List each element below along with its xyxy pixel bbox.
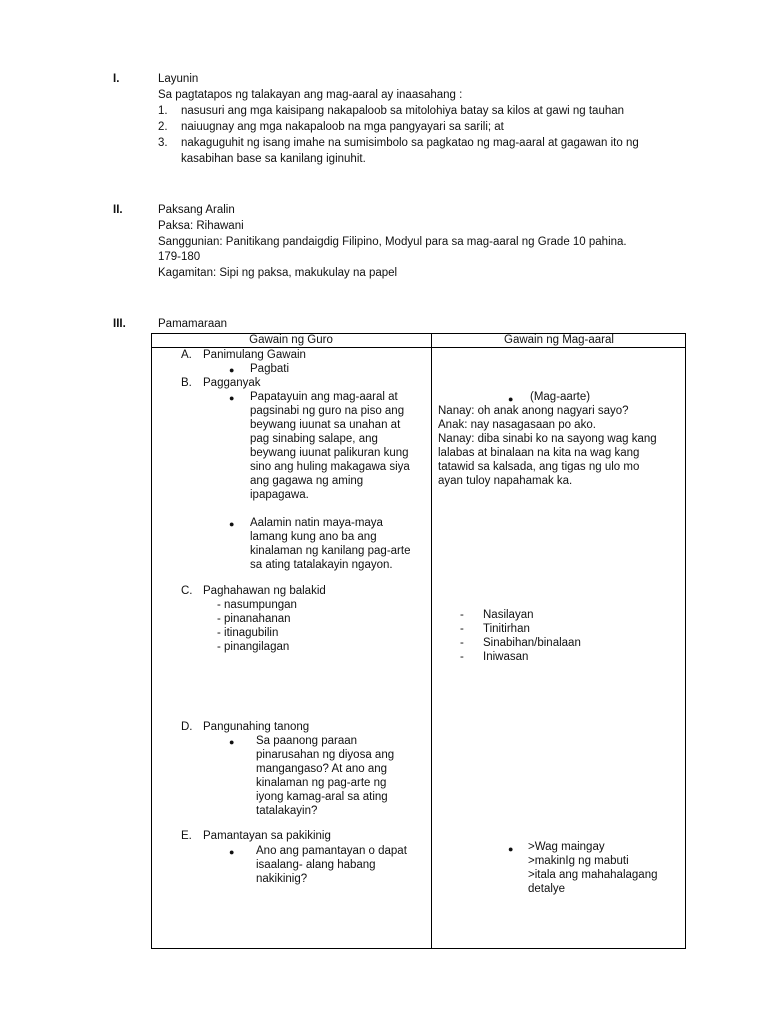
step-d-letter: D. xyxy=(181,721,193,733)
step-d-bullet-line: iyong kamag-aral sa ating xyxy=(256,791,388,803)
step-d-bullet-line: Sa paanong paraan xyxy=(256,735,358,747)
magaaral-b-bullet: (Mag-aarte) xyxy=(530,391,591,403)
step-c-letter: C. xyxy=(181,585,193,597)
section-3-numeral: III. xyxy=(113,318,126,330)
dialogue-line: ayan tuloy napahamak ka. xyxy=(438,475,573,487)
step-c-item: - nasumpungan xyxy=(217,599,297,611)
step-b-bullet1-line: Papatayuin ang mag-aaral at xyxy=(250,391,398,403)
step-b-bullet2-line: lamang kung ano ba ang xyxy=(250,531,377,543)
objective-3-text: nakaguguhit ng isang imahe na sumisimbolo sa pagkatao ng mag-aaral at gagawan ito ng xyxy=(181,137,639,149)
step-e-title: Pamantayan sa pakikinig xyxy=(203,830,331,842)
column-header-guro: Gawain ng Guro xyxy=(249,334,333,346)
step-b-bullet2-line: Aalamin natin maya-maya xyxy=(250,517,383,529)
step-a-letter: A. xyxy=(181,349,192,361)
bullet-icon: ● xyxy=(229,393,235,403)
section-1-numeral: I. xyxy=(113,73,120,85)
magaaral-e-line: >Wag maingay xyxy=(528,841,605,853)
step-d-bullet-line: pinarusahan ng diyosa ang xyxy=(256,749,395,761)
magaaral-e-line: >itala ang mahahalagang xyxy=(528,869,658,881)
bullet-icon: ● xyxy=(229,365,235,375)
magaaral-e-line: >makinIg ng mabuti xyxy=(528,855,629,867)
dialogue-line: lalabas at binalaan na kita na wag kang xyxy=(438,447,640,459)
pages-line: 179-180 xyxy=(158,251,201,263)
step-e-letter: E. xyxy=(181,830,192,842)
step-b-bullet1-line: beywang iuunat sa unahan at xyxy=(250,419,401,431)
step-b-bullet1-line: beywang iuunat palikuran kung xyxy=(250,447,409,459)
step-b-bullet1-line: ipapagawa. xyxy=(250,489,309,501)
step-a-bullet: Pagbati xyxy=(250,363,290,375)
step-b-title: Pagganyak xyxy=(203,377,261,389)
step-b-bullet1-line: ang gagawa ng aming xyxy=(250,475,364,487)
step-b-letter: B. xyxy=(181,377,192,389)
step-b-bullet2-line: kinalaman ng kanilang pag-arte xyxy=(250,545,411,557)
objective-2-text: naiuugnay ang mga nakapaloob na mga pangyayari sa sarili; at xyxy=(181,121,504,133)
bullet-icon: ● xyxy=(229,737,235,747)
dash-mark: - xyxy=(460,637,464,649)
dialogue-line: Nanay: diba sinabi ko na sayong wag kang xyxy=(438,433,657,445)
step-d-bullet-line: kinalaman ng pag-arte ng xyxy=(256,777,387,789)
objective-1-num: 1. xyxy=(158,105,168,117)
dialogue-line: tatawid sa kalsada, ang tigas ng ulo mo xyxy=(438,461,640,473)
section-1-title: Layunin xyxy=(158,73,199,85)
dash-mark: - xyxy=(460,651,464,663)
sanggunian-line: Sanggunian: Panitikang pandaigdig Filipino, Modyul para sa mag-aaral ng Grade 10 pahina. xyxy=(158,236,627,248)
objective-3-num: 3. xyxy=(158,137,168,149)
bullet-icon: ● xyxy=(229,847,235,857)
magaaral-c-item: Sinabihan/binalaan xyxy=(483,637,581,649)
objective-3-text-cont: kasabihan base sa kanilang iginuhit. xyxy=(181,153,366,165)
dialogue-line: Nanay: oh anak anong nagyari sayo? xyxy=(438,405,629,417)
step-d-bullet-line: tatalakayin? xyxy=(256,805,318,817)
dash-mark: - xyxy=(460,623,464,635)
step-c-title: Paghahawan ng balakid xyxy=(203,585,326,597)
step-a-title: Panimulang Gawain xyxy=(203,349,306,361)
kagamitan-line: Kagamitan: Sipi ng paksa, makukulay na papel xyxy=(158,267,398,279)
bullet-icon: ● xyxy=(508,844,514,854)
step-d-title: Pangunahing tanong xyxy=(203,721,310,733)
step-b-bullet1-line: pag sinabing salape, ang xyxy=(250,433,378,445)
magaaral-c-item: Tinitirhan xyxy=(483,623,530,635)
column-header-magaaral: Gawain ng Mag-aaral xyxy=(504,334,614,346)
bullet-icon: ● xyxy=(508,394,514,404)
step-c-item: - itinagubilin xyxy=(217,627,279,639)
section-2-numeral: II. xyxy=(113,204,123,216)
section-3-title: Pamamaraan xyxy=(158,318,228,330)
step-b-bullet1-line: sino ang huling makagawa siya xyxy=(250,461,410,473)
step-d-bullet-line: mangangaso? At ano ang xyxy=(256,763,388,775)
step-b-bullet1-line: pagsinabi ng guro na piso ang xyxy=(250,405,405,417)
step-e-bullet-line: nakikinig? xyxy=(256,873,308,885)
bullet-icon: ● xyxy=(229,519,235,529)
objectives-intro: Sa pagtatapos ng talakayan ang mag-aaral ay inaasahang : xyxy=(158,89,463,101)
magaaral-c-item: Nasilayan xyxy=(483,609,534,621)
step-b-bullet2-line: sa ating tatalakayin ngayon. xyxy=(250,559,393,571)
paksa-line: Paksa: Rihawani xyxy=(158,220,244,232)
magaaral-e-line: detalye xyxy=(528,883,566,895)
dash-mark: - xyxy=(460,609,464,621)
step-c-item: - pinanahanan xyxy=(217,613,291,625)
step-c-item: - pinangilagan xyxy=(217,641,290,653)
objective-1-text: nasusuri ang mga kaisipang nakapaloob sa mitolohiya batay sa kilos at gawi ng tauhan xyxy=(181,105,625,117)
objective-2-num: 2. xyxy=(158,121,168,133)
table-column-divider xyxy=(431,333,432,949)
magaaral-c-item: Iniwasan xyxy=(483,651,529,663)
step-e-bullet-line: isaalang- alang habang xyxy=(256,859,376,871)
section-2-title: Paksang Aralin xyxy=(158,204,235,216)
step-e-bullet-line: Ano ang pamantayan o dapat xyxy=(256,845,407,857)
dialogue-line: Anak: nay nasagasaan po ako. xyxy=(438,419,596,431)
